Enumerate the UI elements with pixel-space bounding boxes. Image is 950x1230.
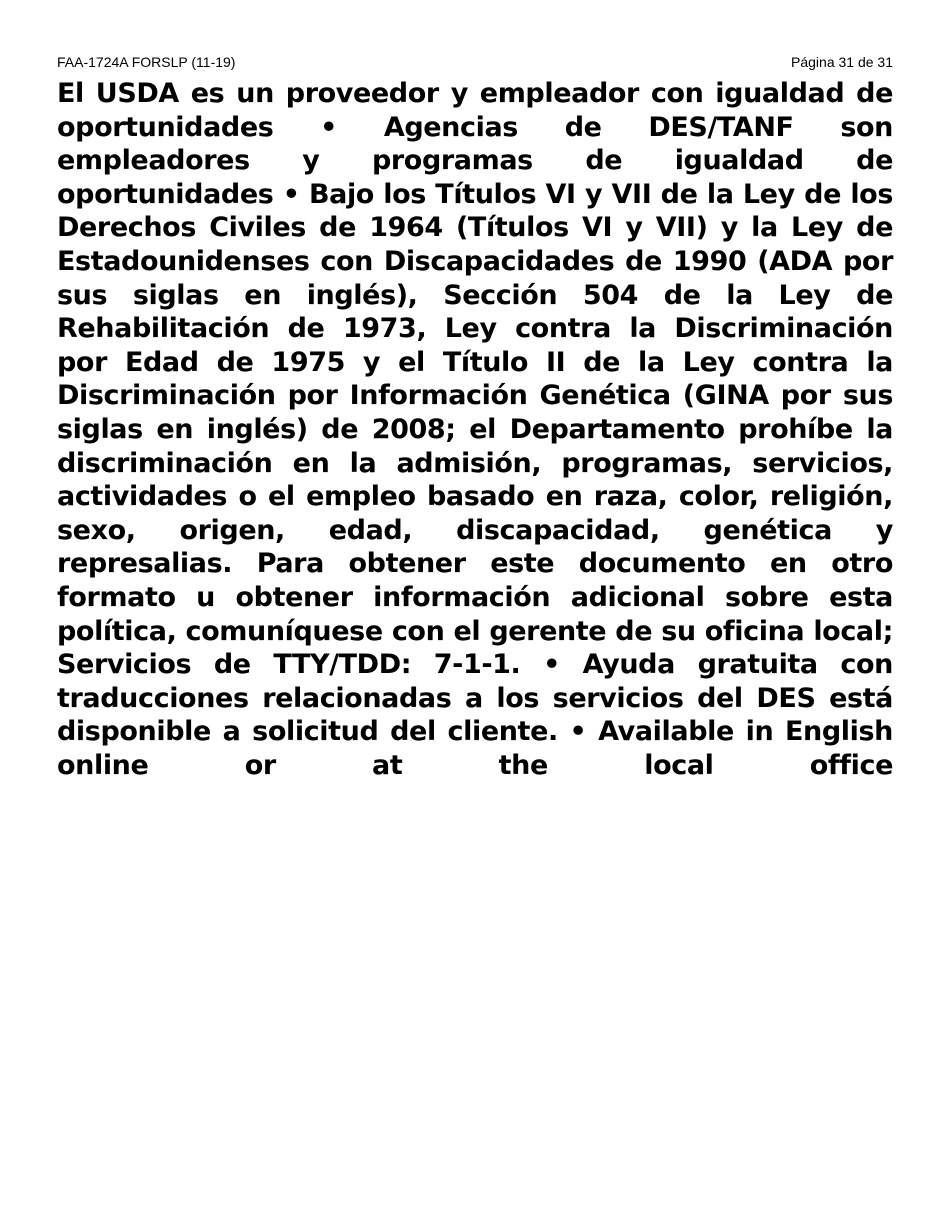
page-header	[57, 52, 893, 72]
page-number: Página 31 de 31	[791, 54, 893, 70]
form-id: FAA-1724A FORSLP (11-19)	[57, 54, 236, 70]
nondiscrimination-notice: El USDA es un proveedor y empleador con igualdad de oportunidades • Agencias de DES/TANF son empleadores y programas de igualdad de oportunidades • Bajo los Títulos VI y VII de la Ley de los Derechos Civiles de 1964 (Títulos VI y VII) y la Ley de Estadounidenses con Discapacidades de 1990 (ADA por sus siglas en inglés), Sección 504 de la Ley de Rehabilitación de 1973, Ley contra la Discriminación por Edad de 1975 y el Título II de la Ley contra la Discriminación por Información Genética (GINA por sus siglas en inglés) de 2008; el Departamento prohíbe la discriminación en la admisión, programas, servicios, actividades o el empleo basado en raza, color, religión, sexo, origen, edad, discapacidad, genética y represalias. Para obtener este documento en otro formato u obtener información adicional sobre esta política, comuníquese con el gerente de su oficina local; Servicios de TTY/TDD: 7-1-1. • Ayuda gratuita con traducciones relacionadas a los servicios del DES está disponible a solicitud del cliente. • Available in English online or at the local office	[57, 78, 893, 781]
